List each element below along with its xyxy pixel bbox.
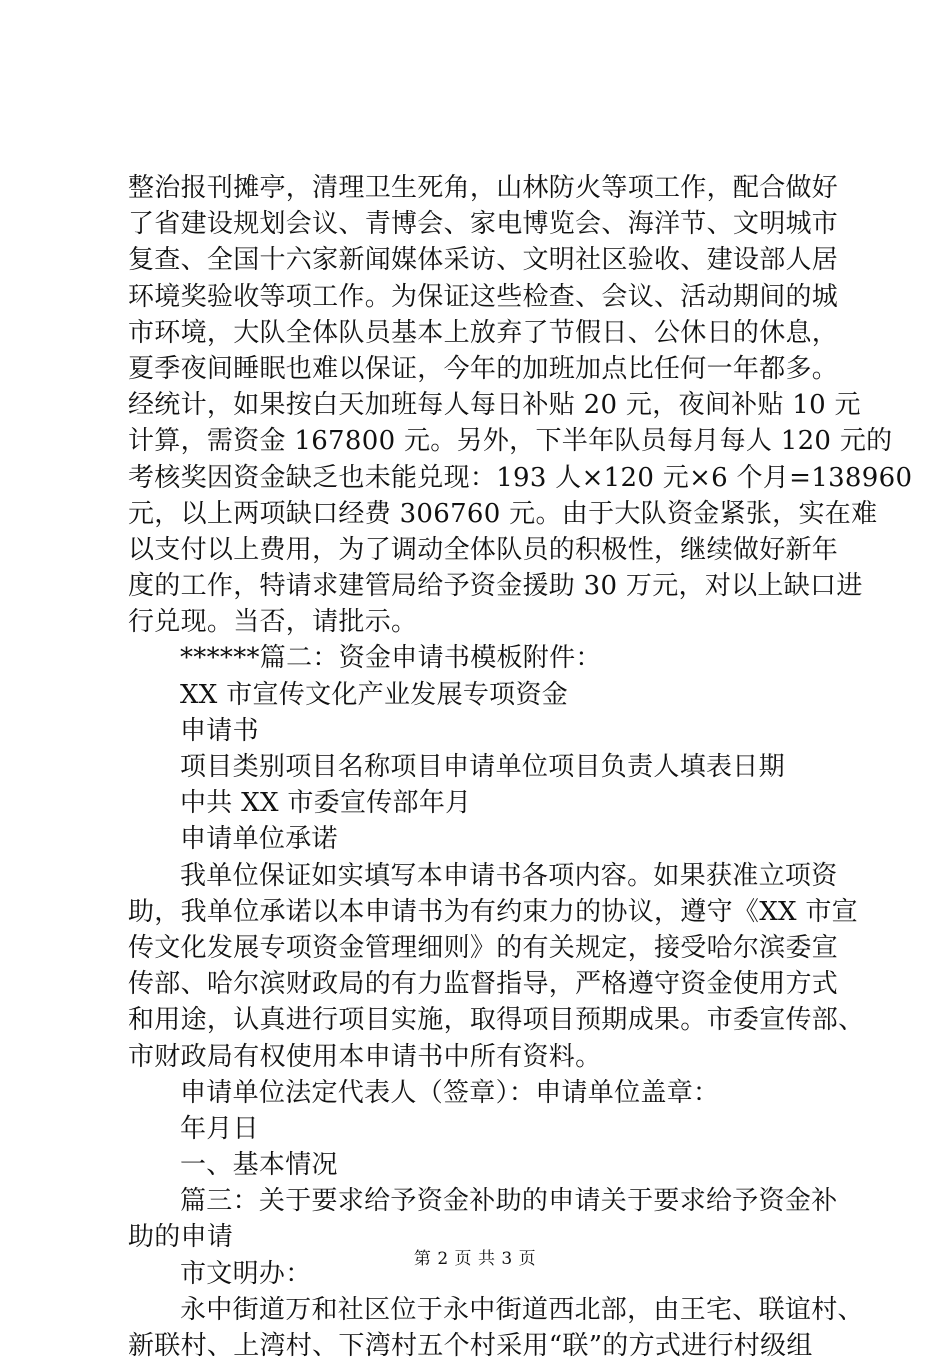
text-line: 市环境，大队全体队员基本上放弃了节假日、公休日的休息，	[128, 317, 839, 348]
document-body	[128, 170, 913, 1364]
text-line: 以支付以上费用，为了调动全体队员的积极性，继续做好新年	[128, 534, 839, 565]
text-line: 复查、全国十六家新闻媒体采访、文明社区验收、建设部人居	[128, 245, 839, 276]
text-line: 永中街道万和社区位于永中街道西北部，由王宅、联谊村、	[180, 1294, 864, 1325]
text-line: 夏季夜间睡眠也难以保证，今年的加班加点比任何一年都多。	[128, 353, 839, 384]
addressee: 市文明办：	[180, 1258, 312, 1289]
text-line: 新联村、上湾村、下湾村五个村采用“联”的方式进行村级组	[128, 1331, 813, 1361]
text-line: 经统计，如果按白天加班每人每日补贴 20 元，夜间补贴 10 元	[128, 390, 861, 421]
text-line: 环境奖验收等项工作。为保证这些检查、会议、活动期间的城	[128, 281, 839, 312]
text-line: 整治报刊摊亭，清理卫生死角，山林防火等项工作，配合做好	[128, 173, 839, 203]
text-line: 助的申请	[128, 1222, 234, 1253]
form-issuer: 中共 XX 市委宣传部年月	[180, 788, 472, 819]
form-title: XX 市宣传文化产业发展专项资金	[180, 679, 569, 710]
page-number-footer: 第 2 页 共 3 页	[413, 1249, 537, 1269]
section-heading-2: ******篇二：资金申请书模板附件：	[180, 643, 602, 674]
basic-info-heading: 一、基本情况	[180, 1150, 338, 1181]
text-line: 元，以上两项缺口经费 306760 元。由于大队资金紧张，实在难	[128, 498, 878, 529]
text-line: 行兑现。当否，请批示。	[128, 607, 418, 638]
text-line: 传文化发展专项资金管理细则》的有关规定，接受哈尔滨委宣	[128, 932, 839, 963]
date-line: 年月日	[180, 1113, 259, 1144]
pledge-heading: 申请单位承诺	[180, 824, 338, 855]
text-line: 助，我单位承诺以本申请书为有约束力的协议，遵守《XX 市宣	[128, 896, 858, 927]
text-line: 我单位保证如实填写本申请书各项内容。如果获准立项资	[180, 860, 838, 891]
signature-line: 申请单位法定代表人（签章）：申请单位盖章：	[180, 1077, 720, 1108]
text-line: 度的工作，特请求建管局给予资金援助 30 万元，对以上缺口进	[128, 571, 863, 602]
form-subtitle: 申请书	[180, 715, 259, 746]
text-line: 考核奖因资金缺乏也未能兑现：193 人×120 元×6 个月=138960	[128, 462, 913, 493]
text-line: 传部、哈尔滨财政局的有力监督指导，严格遵守资金使用方式	[128, 969, 839, 1000]
form-fields: 项目类别项目名称项目申请单位项目负责人填表日期	[180, 752, 785, 782]
text-line: 计算，需资金 167800 元。另外，下半年队员每月每人 120 元的	[128, 426, 893, 457]
section-heading-3: 篇三：关于要求给予资金补助的申请关于要求给予资金补	[180, 1186, 838, 1217]
text-line: 市财政局有权使用本申请书中所有资料。	[128, 1041, 602, 1072]
text-line: 了省建设规划会议、青博会、家电博览会、海洋节、文明城市	[128, 209, 839, 240]
text-line: 和用途，认真进行项目实施，取得项目预期成果。市委宣传部、	[128, 1005, 865, 1036]
